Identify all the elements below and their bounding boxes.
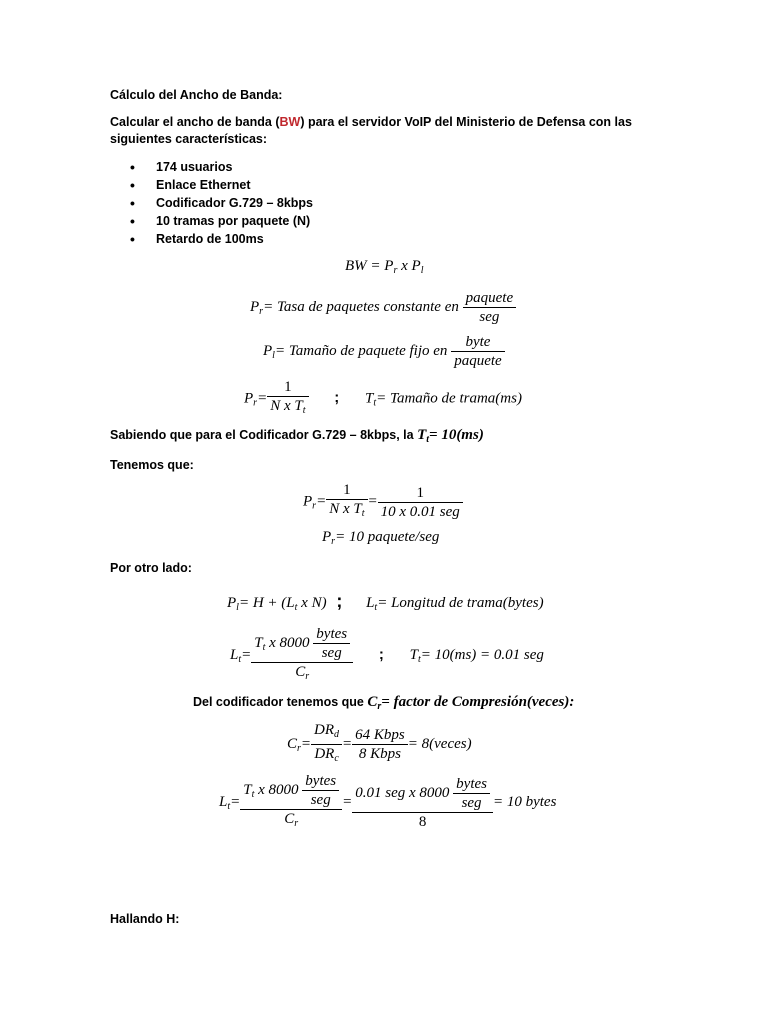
characteristics-list [130, 158, 313, 248]
intro-line-2: siguientes características: [110, 132, 268, 146]
intro-text-1: Calcular el ancho de banda ( [110, 115, 280, 129]
list-item: • 174 usuarios [130, 158, 313, 176]
equation-pr-result: $P_r= 10$ paquete/seg [322, 529, 440, 547]
del-codificador-line: Del codificador tenemos que $C_r=$ factor de Compresión(veces): [193, 694, 575, 712]
equation-lt-result: $L_t=$ $T_t$ x 8000 $\frac{\text{bytes}}{\text{seg}}$ $C_r$ = 0.01 seg x 8000 $\frac{\text{bytes}}{\text{seg}}$ 8 = 10 bytes [219, 773, 557, 830]
hallando-h-label: Hallando H: [110, 912, 180, 926]
heading: Cálculo del Ancho de Banda: [110, 88, 283, 102]
equation-bw: BW = $P_r$ x $P_l$ [345, 258, 424, 276]
intro-text-2: ) para el servidor VoIP del Ministerio de Defensa con las [300, 115, 632, 129]
list-item: • Retardo de 100ms [130, 230, 313, 248]
list-item: • Enlace Ethernet [130, 176, 313, 194]
fraction-paquete-seg: $\frac{\text{paquete}}{\text{seg}}$ [463, 289, 516, 326]
equation-pr-numeric: $P_r=$ $\frac{1}{N x T_t}$ = $\frac{1}{\text{10 x 0.01 seg}}$ [303, 481, 463, 523]
por-otro-lado-label: Por otro lado: [110, 561, 192, 575]
equation-pl-formula: $P_l= H + (L_t$ x N) ; $L_t=$ Longitud de trama(bytes) [227, 591, 544, 613]
tenemos-label: Tenemos que: [110, 458, 194, 472]
fraction-byte-paquete: $\frac{\text{byte}}{\text{paquete}}$ [451, 333, 504, 370]
equation-lt-formula: $L_t=$ $T_t$ x 8000 $\frac{\text{bytes}}{\text{seg}}$ $C_r$ ; $T_t= 10(ms) = 0.01$ seg [230, 626, 544, 682]
equation-pl-definition: $P_l=$ Tamaño de paquete fijo en $\frac{\text{byte}}{\text{paquete}}$ [263, 333, 505, 370]
intro-line-1 [110, 114, 632, 131]
equation-cr: $C_r=$ $\frac{DR_d}{DR_c}$ = $\frac{\text{64 Kbps}}{\text{8 Kbps}}$ = 8(veces) [287, 722, 472, 764]
equation-pr-formula: $P_r=$ $\frac{1}{N x T_t}$ ; $T_t=$ Tamaño de trama(ms) [244, 379, 522, 416]
sabiendo-line: Sabiendo que para el Codificador G.729 – 8kbps, la $T_t= 10(ms)$ [110, 427, 484, 445]
list-item: • 10 tramas por paquete (N) [130, 212, 313, 230]
list-item: • Codificador G.729 – 8kbps [130, 194, 313, 212]
equation-pr-definition: $P_r=$ Tasa de paquetes constante en $\frac{\text{paquete}}{\text{seg}}$ [250, 289, 516, 326]
bw-highlight: BW [279, 115, 301, 129]
